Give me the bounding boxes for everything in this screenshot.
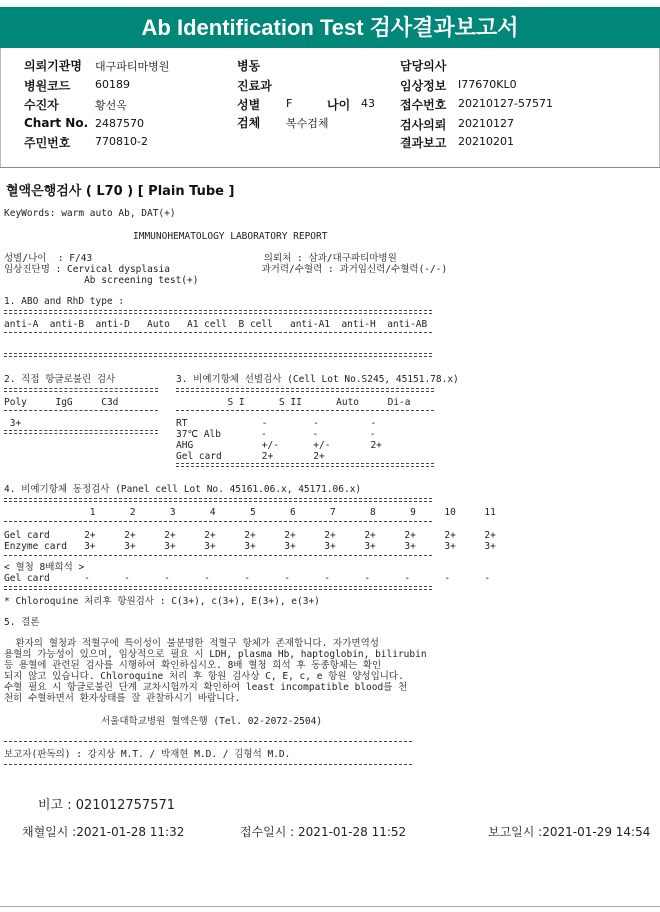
rrn-label: 주민번호 — [24, 136, 71, 150]
separator — [4, 310, 432, 314]
dat-value: 3+ — [4, 418, 22, 429]
request-value: 20210127 — [458, 117, 514, 130]
separator — [176, 463, 434, 467]
conclusion-line: 수혈 필요 시 항글로불린 단계 교차시험까지 확인하여 least incompatible blood를 천 — [4, 682, 408, 693]
dept-label: 진료과 — [237, 79, 272, 93]
patient-label: 수진자 — [24, 98, 59, 112]
section-5-title: 5. 결론 — [4, 617, 40, 628]
age-label: 나이 — [327, 98, 351, 112]
section-1-title: 1. ABO and RhD type : — [4, 296, 125, 307]
dat-header: Poly IgG C3d — [4, 397, 119, 408]
separator — [4, 430, 158, 434]
separator — [4, 764, 412, 765]
hospital-code-value: 60189 — [95, 78, 130, 91]
receipt-no-label: 접수번호 — [400, 98, 447, 112]
conclusion-line: 천히 수혈하면서 환자상태를 잘 관찰하시기 바랍니다. — [4, 693, 241, 704]
panel-header: 1 2 3 4 5 6 7 8 9 10 11 — [4, 507, 496, 518]
clinical-info-value: I77670KL0 — [458, 78, 517, 91]
rrn-value: 770810-2 — [95, 135, 148, 148]
screening-row: AHG +/- +/- 2+ — [176, 440, 382, 451]
institution-value: 대구파티마병원 — [95, 60, 170, 73]
hospital-line: 서울대학교병원 혈액은행 (Tel. 02-2072-2504) — [101, 716, 323, 727]
reporters: 보고자(판독의) : 강지상 M.T. / 박재현 M.D. / 김형석 M.D. — [4, 749, 291, 760]
abo-header: anti-A anti-B anti-D Auto A1 cell B cell anti-A1 anti-H anti-AB — [4, 319, 428, 330]
separator — [4, 388, 158, 392]
info-line: 성별/나이 : F/43 의뢰처 : 삼과/대구파티마병원 — [4, 253, 397, 264]
screening-row: Gel card 2+ 2+ — [176, 451, 325, 462]
receipt-time: 접수일시 : 2021-01-28 11:52 — [240, 825, 407, 839]
screening-row: RT - - - — [176, 418, 377, 429]
header-divider — [0, 167, 660, 168]
sex-value: F — [286, 97, 293, 110]
ward-label: 병동 — [237, 59, 261, 73]
lab-title: IMMUNOHEMATOLOGY LABORATORY REPORT — [133, 231, 328, 242]
chart-label: Chart No. — [24, 116, 89, 130]
note: 비고 : 021012757571 — [38, 798, 176, 813]
separator — [4, 521, 432, 522]
dilution-title: < 혈청 8배희석 > — [4, 562, 85, 573]
clinical-info-label: 임상정보 — [400, 79, 447, 93]
receipt-no-value: 20210127-57571 — [458, 97, 553, 110]
conclusion-line: 환자의 혈청과 적혈구에 특이성이 불분명한 적혈구 항체가 존재합니다. 자가면역성 — [4, 638, 379, 649]
screening-row: 37℃ Alb - - - — [176, 429, 376, 440]
section-2-title: 2. 직접 항글로불린 검사 — [4, 374, 116, 385]
separator — [176, 388, 434, 392]
report-date-value: 20210201 — [458, 135, 514, 148]
divider — [0, 48, 1, 168]
section-4-title: 4. 비예기항체 동정검사 (Panel cell Lot No. 45161.06.x, 45171.06.x) — [4, 484, 362, 495]
sex-label: 성별 — [237, 98, 261, 112]
age-value: 43 — [361, 97, 375, 110]
title-bar — [0, 7, 660, 48]
separator — [4, 353, 432, 357]
doctor-label: 담당의사 — [400, 59, 447, 73]
panel-row: Gel card 2+ 2+ 2+ 2+ 2+ 2+ 2+ 2+ 2+ 2+ 2+ — [4, 530, 496, 541]
separator — [4, 498, 432, 502]
chloroquine-note: * Chloroquine 처리후 항원검사 : C(3+), c(3+), E(3+), e(3+) — [4, 596, 320, 607]
institution-label: 의뢰기관명 — [24, 59, 82, 73]
separator — [4, 555, 432, 556]
chart-value: 2487570 — [95, 117, 144, 130]
info-line: Ab screening test(+) — [4, 275, 199, 286]
conclusion-line: 되지 않고 있습니다. Chloroquine 처리 후 항원 검사상 C, E, c, e 항원 양성입니다. — [4, 671, 404, 682]
report-date-label: 결과보고 — [400, 136, 447, 150]
dilution-row: Gel card - - - - - - - - - - - — [4, 573, 491, 584]
hospital-code-label: 병원코드 — [24, 79, 71, 93]
report-title: Ab Identification Test 검사결과보고서 — [141, 15, 519, 40]
conclusion-line: 등 용혈에 관련된 검사를 시행하여 확인하십시오. 8배 혈청 희석 후 동종항체는 확인 — [4, 660, 382, 671]
bottom-divider — [0, 906, 660, 907]
collection-time: 채혈일시 :2021-01-28 11:32 — [22, 825, 185, 839]
separator — [4, 332, 432, 333]
panel-row: Enzyme card 3+ 3+ 3+ 3+ 3+ 3+ 3+ 3+ 3+ 3+ 3+ — [4, 541, 496, 552]
separator — [4, 586, 432, 590]
info-line: 임상진단명 : Cervical dysplasia 과거력/수혈력 : 과거임신력/수혈력(-/-) — [4, 264, 448, 275]
specimen-label: 검체 — [237, 116, 261, 130]
separator — [4, 741, 412, 742]
screening-header: S I S II Auto Di-a — [176, 397, 411, 408]
keywords: KeyWords: warm auto Ab, DAT(+) — [4, 208, 176, 219]
patient-value: 황선옥 — [95, 99, 127, 112]
bank-title: 혈액은행검사 ( L70 ) [ Plain Tube ] — [6, 184, 235, 199]
separator — [4, 410, 158, 411]
report-time: 보고일시 :2021-01-29 14:54 — [488, 825, 651, 839]
separator — [176, 410, 434, 411]
conclusion-line: 용혈의 가능성이 있으며, 임상적으로 필요 시 LDH, plasma Hb, haptoglobin, bilirubin — [4, 649, 427, 660]
specimen-value: 복수검체 — [286, 117, 329, 130]
request-label: 검사의뢰 — [400, 118, 447, 132]
section-3-title: 3. 비예기항체 선별검사 (Cell Lot No.S245, 45151.78.x) — [176, 374, 459, 385]
